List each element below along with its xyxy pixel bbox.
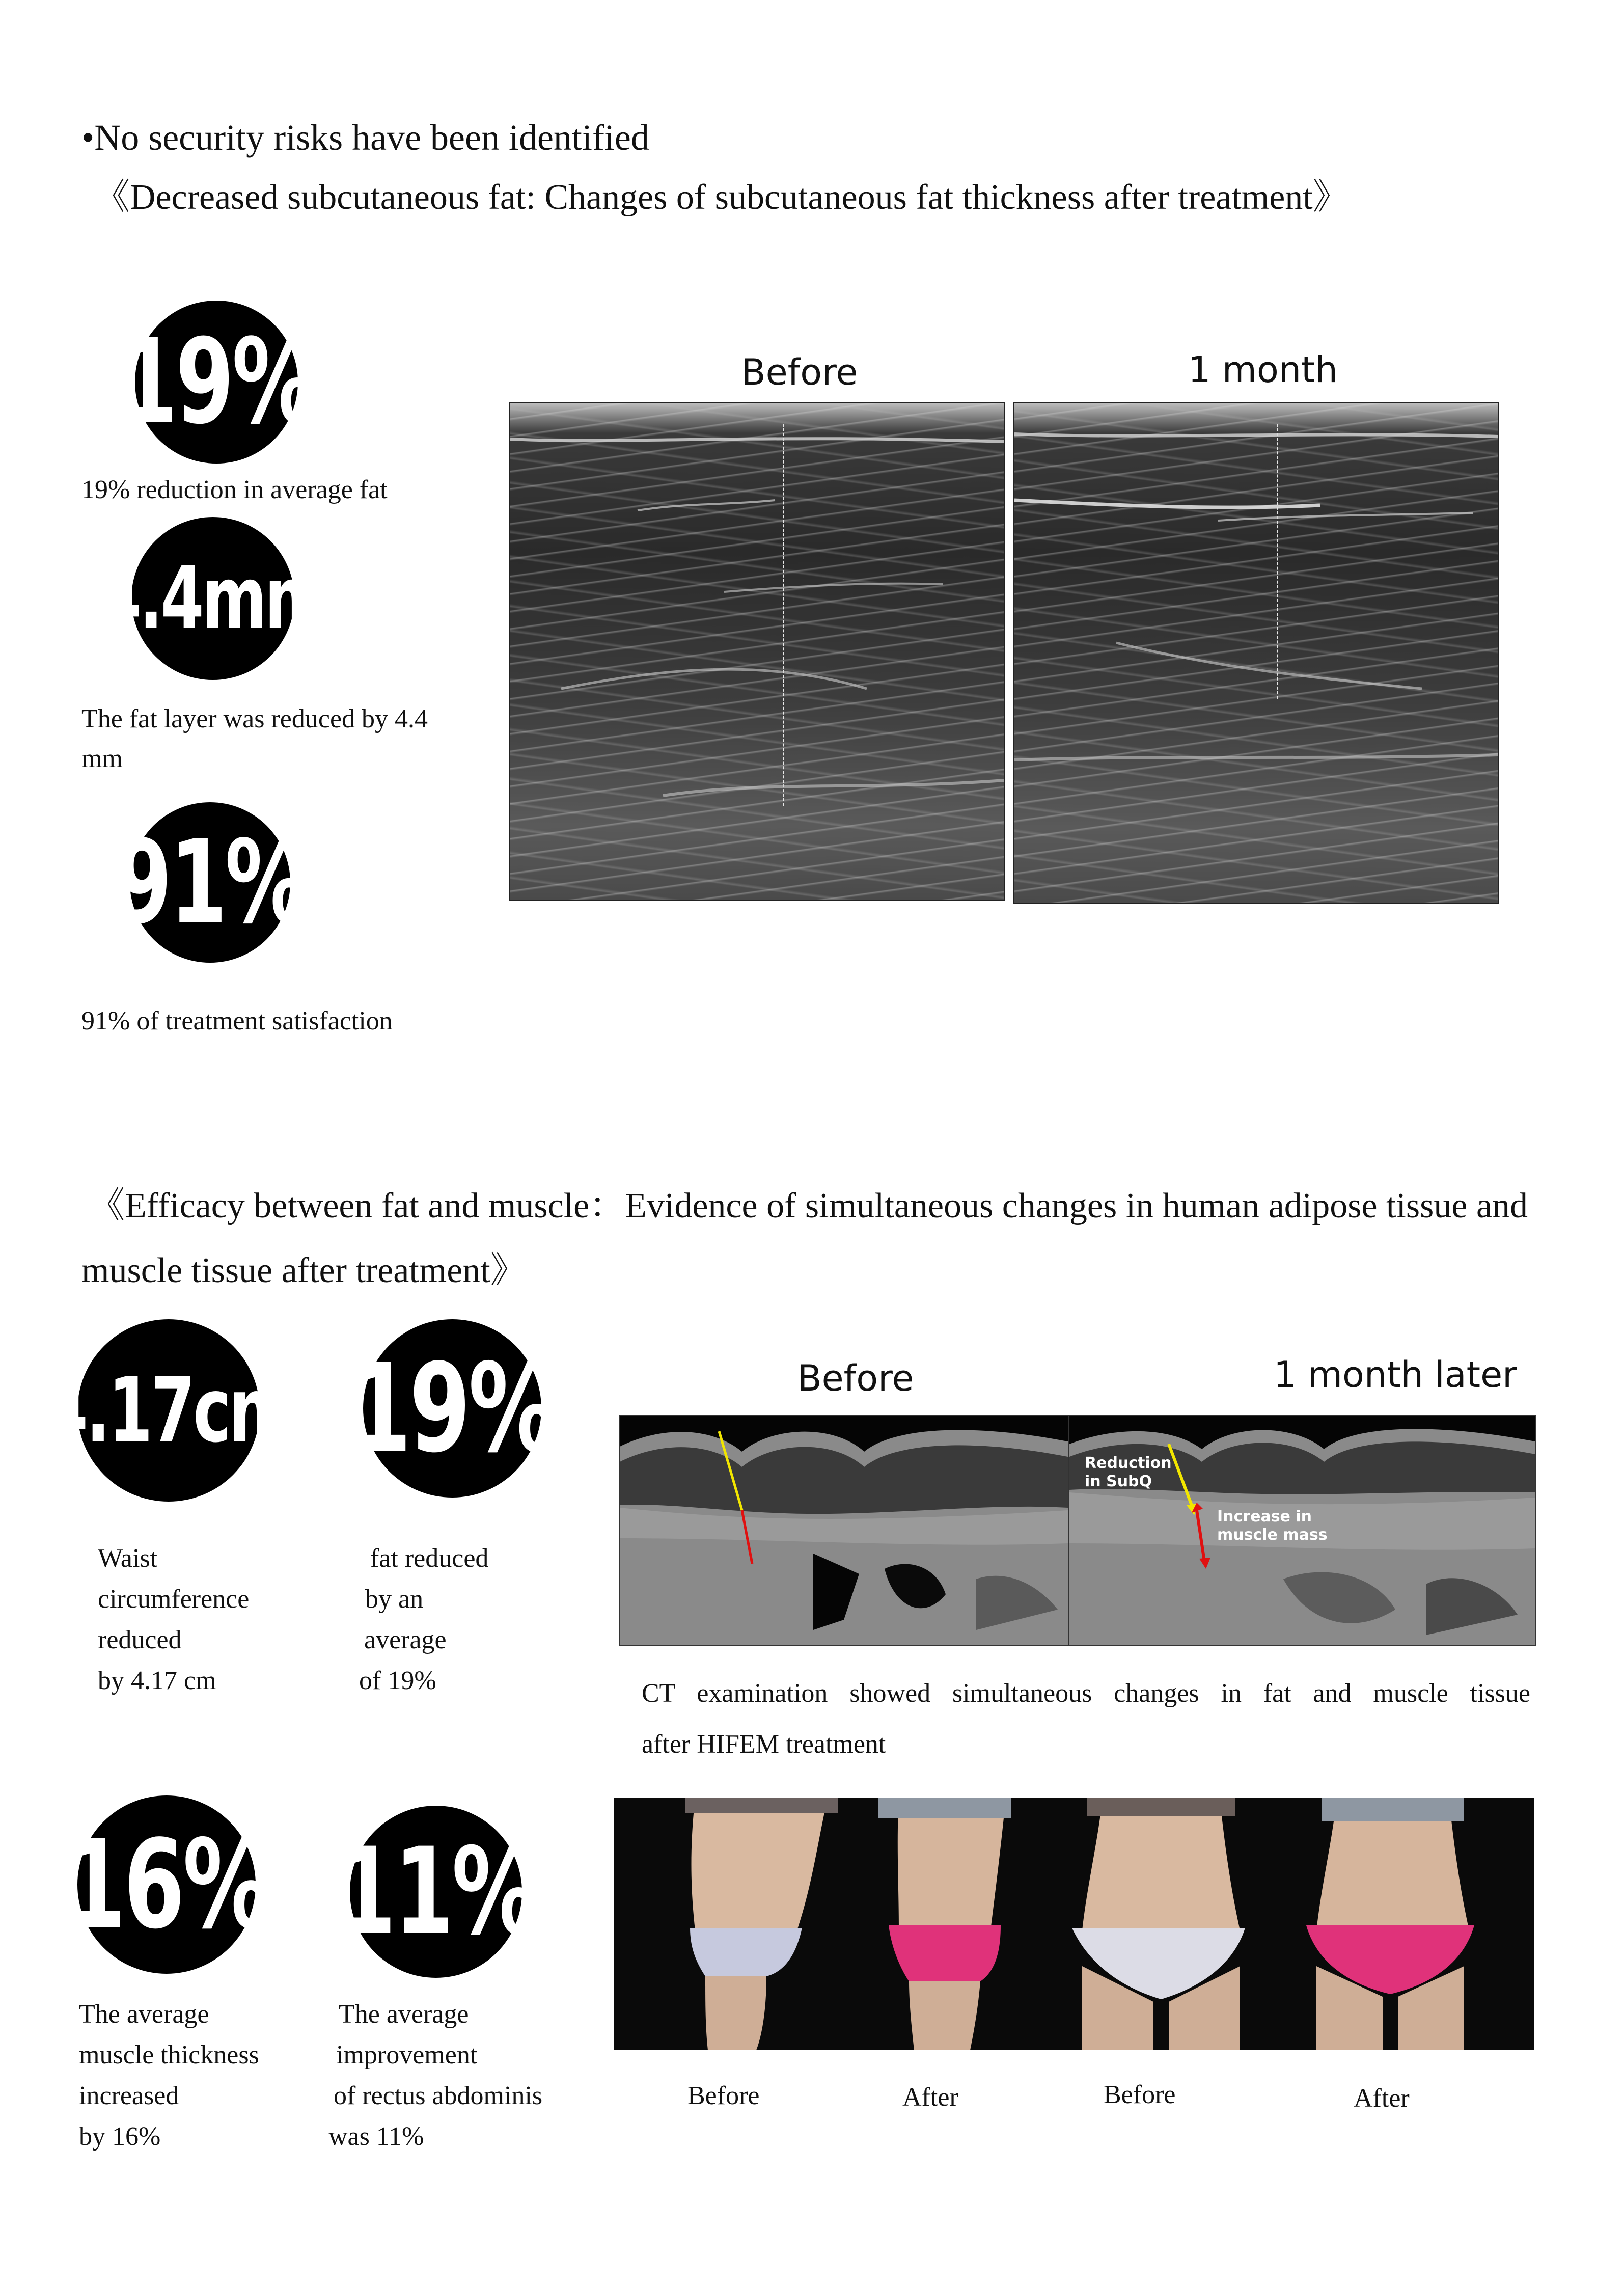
stat-muscle-line3: increased xyxy=(79,2081,179,2110)
stat-muscle-line2: muscle thickness xyxy=(79,2040,259,2070)
before-after-photo-strip xyxy=(614,1798,1534,2050)
stat-fat-line1: fat reduced xyxy=(370,1544,489,1573)
ultrasound-before-image xyxy=(509,402,1005,901)
stat-rectus-line1: The average xyxy=(339,2000,469,2029)
ct-before-image xyxy=(619,1415,1069,1646)
stat-rectus-line3: of rectus abdominis xyxy=(334,2081,543,2110)
stat-caption-fat-reduction: 19% reduction in average fat xyxy=(81,475,388,504)
ct-before-label: Before xyxy=(797,1357,914,1399)
stat-badge-19-percent-fat: 19% xyxy=(363,1319,541,1498)
ct-caption-line1: CT examination showed simultaneous changes in fat and muscle tissue xyxy=(642,1679,1530,1708)
section2-title-line2: muscle tissue after treatment》 xyxy=(81,1251,526,1290)
safety-statement: •No security risks have been identified xyxy=(81,117,649,158)
photo-label-before-1: Before xyxy=(687,2081,760,2110)
stat-fat-line2: by an xyxy=(365,1585,424,1614)
stat-fat-line3: average xyxy=(364,1625,447,1654)
stat-badge-4-4mm: 4.4mm xyxy=(131,517,294,680)
photo-label-after-1: After xyxy=(902,2083,958,2112)
stat-caption-fat-layer-line1: The fat layer was reduced by 4.4 xyxy=(81,704,428,733)
stat-waist-line3: reduced xyxy=(98,1625,182,1654)
ct-after-label: 1 month later xyxy=(1274,1354,1517,1396)
stat-waist-line2: circumference xyxy=(98,1585,250,1614)
ct-caption-line2: after HIFEM treatment xyxy=(642,1730,886,1759)
ct-annotation-reduction: Reduction in SubQ xyxy=(1085,1454,1172,1490)
stat-rectus-line4: was 11% xyxy=(328,2122,424,2151)
stat-badge-19-percent: 19% xyxy=(135,301,298,464)
ultrasound-after-image xyxy=(1013,402,1499,904)
stat-rectus-line2: improvement xyxy=(336,2040,478,2070)
ct-after-image xyxy=(1068,1415,1536,1646)
stat-badge-4-17cm: 4.17cm xyxy=(77,1319,260,1502)
ct-annotation-increase: Increase in muscle mass xyxy=(1217,1508,1328,1544)
stat-badge-91-percent: 91% xyxy=(130,802,290,963)
stat-fat-line4: of 19% xyxy=(359,1666,436,1695)
stat-caption-satisfaction: 91% of treatment satisfaction xyxy=(81,1006,393,1036)
stat-badge-16-percent: 16% xyxy=(77,1795,256,1974)
stat-waist-line1: Waist xyxy=(98,1544,158,1573)
section2-title-line1: 《Efficacy between fat and muscle：Evidence of simultaneous changes in human adipose tissue and xyxy=(89,1186,1528,1226)
photo-label-before-2: Before xyxy=(1104,2080,1176,2109)
stat-caption-fat-layer-line2: mm xyxy=(81,744,123,773)
ultrasound-before-label: Before xyxy=(741,351,858,393)
stat-muscle-line1: The average xyxy=(79,2000,209,2029)
stat-waist-line4: by 4.17 cm xyxy=(98,1666,216,1695)
photo-label-after-2: After xyxy=(1354,2084,1410,2113)
stat-muscle-line4: by 16% xyxy=(79,2122,161,2151)
ultrasound-after-label: 1 month xyxy=(1188,349,1338,391)
section1-title: 《Decreased subcutaneous fat: Changes of subcutaneous fat thickness after treatment》 xyxy=(94,178,1348,217)
stat-badge-11-percent: 11% xyxy=(350,1806,522,1978)
